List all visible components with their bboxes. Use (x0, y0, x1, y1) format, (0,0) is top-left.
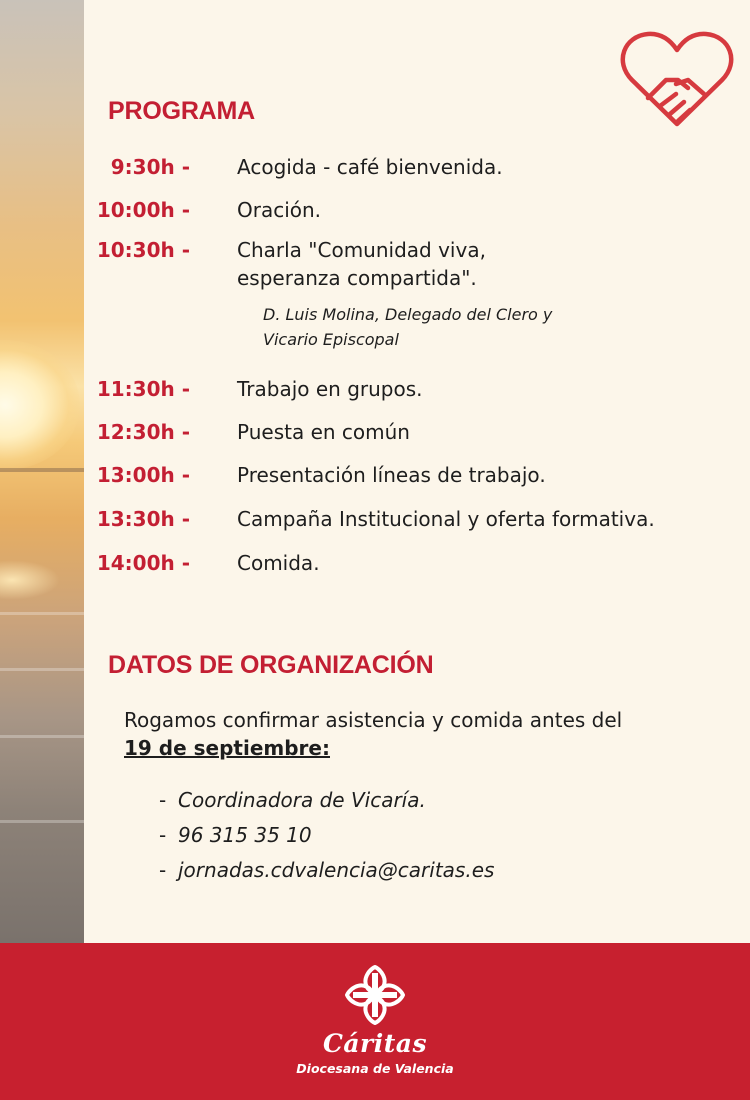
contact-item (159, 786, 494, 821)
rsvp-text: Rogamos confirmar asistencia y comida antes del (124, 708, 623, 732)
horizon-line (0, 468, 84, 472)
water-glare (0, 560, 60, 600)
schedule-activity: Charla "Comunidad viva, (237, 238, 486, 262)
contact-email[interactable]: jornadas.cdvalencia@caritas.es (178, 858, 495, 882)
contact-phone[interactable]: 96 315 35 10 (178, 823, 312, 847)
schedule-activity: Puesta en común (237, 420, 410, 444)
wave-line (0, 820, 84, 823)
section-heading-organizacion: DATOS DE ORGANIZACIÓN (108, 651, 434, 679)
wave-line (0, 668, 84, 671)
contact-text: Coordinadora de Vicaría. (178, 788, 426, 812)
schedule-time: 13:00h - (96, 463, 190, 487)
schedule-time: 13:30h - (96, 507, 190, 531)
schedule-activity: Trabajo en grupos. (237, 377, 423, 401)
rsvp-notice (124, 706, 622, 762)
list-bullet: - (159, 858, 167, 882)
rsvp-deadline: 19 de septiembre: (124, 736, 330, 760)
schedule-activity: Acogida - café bienvenida. (237, 155, 503, 179)
wave-line (0, 735, 84, 738)
heart-hands-icon (618, 28, 736, 130)
sunset-beach-photo (0, 0, 84, 943)
list-bullet: - (159, 788, 167, 812)
list-bullet: - (159, 823, 167, 847)
section-heading-programa: PROGRAMA (108, 97, 256, 125)
speaker-credit (263, 302, 623, 352)
footer-banner (0, 943, 750, 1100)
speaker-line: Vicario Episcopal (263, 330, 399, 349)
schedule-time: 11:30h - (96, 377, 190, 401)
schedule-time: 14:00h - (96, 551, 190, 575)
schedule-time: 10:30h - (96, 238, 190, 262)
contact-item (159, 821, 494, 856)
schedule-activity-line2: esperanza compartida". (237, 266, 477, 290)
sun-glow (0, 340, 80, 470)
schedule-activity: Campaña Institucional y oferta formativa. (237, 507, 655, 531)
schedule-activity: Presentación líneas de trabajo. (237, 463, 546, 487)
wave-line (0, 612, 84, 615)
caritas-cross-icon (343, 963, 407, 1027)
schedule-time: 9:30h - (110, 155, 190, 179)
schedule-time: 12:30h - (96, 420, 190, 444)
contact-item (159, 856, 494, 891)
caritas-subtitle: Diocesana de Valencia (296, 1061, 454, 1076)
speaker-line: D. Luis Molina, Delegado del Clero y (263, 305, 553, 324)
contact-list (159, 786, 494, 891)
schedule-activity: Oración. (237, 198, 322, 222)
schedule-activity: Comida. (237, 551, 320, 575)
caritas-brand-name: Cáritas (322, 1029, 428, 1058)
schedule-time: 10:00h - (96, 198, 190, 222)
